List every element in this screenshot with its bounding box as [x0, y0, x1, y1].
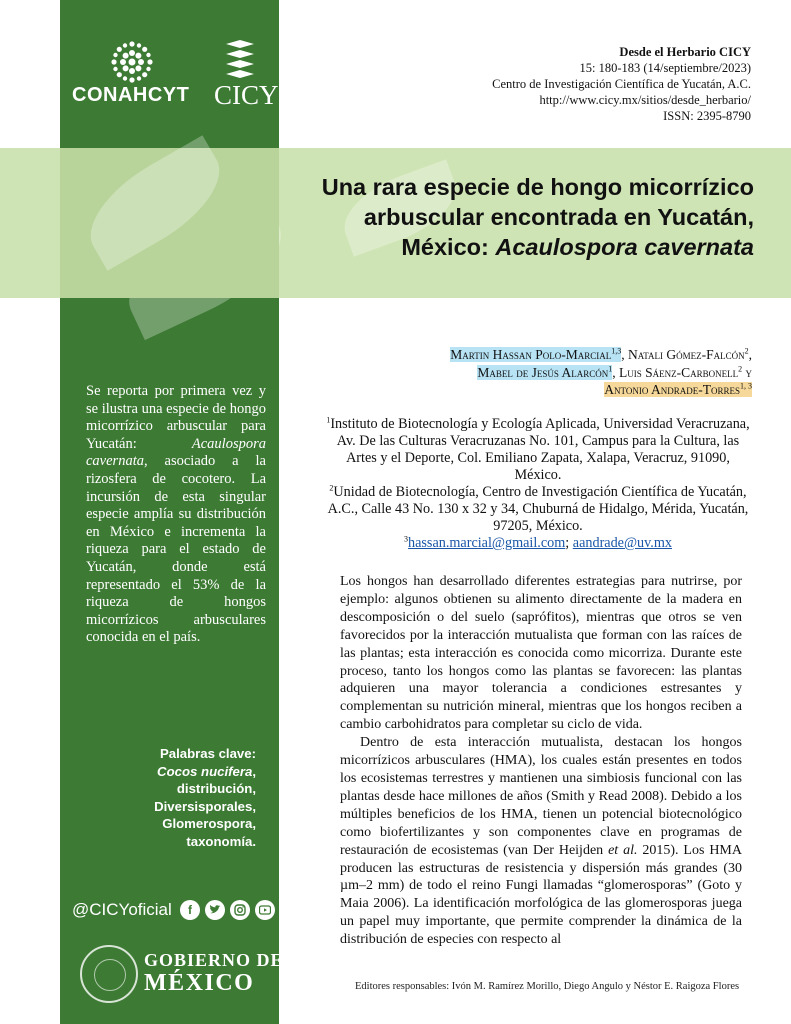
- facebook-icon[interactable]: f: [180, 900, 200, 920]
- author-5: Antonio Andrade-Torres$^{1, 3}$: [604, 381, 752, 397]
- title-species: Acaulospora cavernata: [495, 234, 754, 260]
- title-line-1: Una rara especie de hongo micorrízico: [321, 174, 754, 200]
- youtube-icon[interactable]: [255, 900, 275, 920]
- email-link-1[interactable]: hassan.marcial@gmail.com: [408, 535, 566, 551]
- journal-url[interactable]: http://www.cicy.mx/sitios/desde_herbario/: [539, 93, 751, 107]
- affiliation-1: $^1$Instituto de Biotecnología y Ecología Aplicada, Universidad Veracruzana, Av. De las Culturas Veracruzanas No. 101, Campus para la Cultura, las Artes y el Deporte, Col. Emiliano Zapata, Xalapa, Veracruz, 91090, México.: [326, 415, 750, 483]
- gobierno-line-2: MÉXICO: [144, 970, 255, 996]
- title-line-3-prefix: México:: [401, 234, 496, 260]
- affiliations: [324, 416, 752, 552]
- author-2: Natali Gómez-Falcón$^2$: [627, 346, 749, 362]
- keyword-5: taxonomía.: [186, 833, 256, 849]
- journal-institution: Centro de Investigación Científica de Yucatán, A.C.: [492, 77, 751, 91]
- keyword-2: distribución,: [176, 781, 256, 796]
- author-3: Mabel de Jesús Alarcón$^1$: [477, 364, 613, 380]
- body-paragraph-2: Dentro de esta interacción mutualista, destacan los hongos micorrízicos arbusculares (HMA), los cuales están presentes en todos los ecosistemas terrestres y mantienen una simbiosis funcional con las plantas desde hace millones de años (Smith y Read 2008). Debido a los múltiples beneficios de los HMA, tienen un potencial biotecnológico como biofertilizantes y son componentes clave en programas de restauración de ecosistemas (van Der Heijden et al. 2015). Los HMA producen las estructuras de resistencia y dispersión más grandes (30 µm–2 mm) de todo el reino Fungi llamadas “glomerosporas” (Goto y Maia 2006). La identificación morfológica de las glomerosporas juega un papel muy importante, que permite comprender la dinámica de la distribución de especies con respecto al: [340, 735, 742, 948]
- twitter-icon[interactable]: [205, 900, 225, 920]
- conahcyt-wordmark: CONAHCYT: [72, 84, 190, 106]
- journal-issn: ISSN: 2395-8790: [663, 109, 751, 123]
- keyword-1: Cocos nucifera,: [157, 763, 256, 779]
- abstract-species: Acaulospora cavernata: [86, 435, 266, 470]
- abstract: Se reporta por primera vez y se ilustra una especie de hongo micorrízico arbuscular para Yucatán: Acaulospora cavernata, asociado a la rizosfera de cocotero. La incursión de esta singular especie amplía su distribución en México e incrementa la riqueza para el estado de Yucatán, donde está representado el 53% de la riqueza de hongos micorrízicos arbusculares conocida en el país.: [86, 383, 266, 646]
- journal-info: [492, 44, 751, 124]
- title-line-2: arbuscular encontrada en Yucatán,: [363, 204, 754, 230]
- journal-issue: 15: 180-183 (14/septiembre/2023): [579, 61, 751, 75]
- article-title: [300, 172, 754, 262]
- keyword-3: Diversisporales,: [154, 798, 256, 814]
- author-4: Luis Sáenz-Carbonell$^2$: [619, 364, 743, 380]
- social-icons: [180, 900, 275, 920]
- leaf-decoration: [73, 135, 238, 271]
- author-1: Martin Hassan Polo-Marcial$^{1,3}$: [450, 346, 622, 362]
- keyword-4: Glomerospora,: [162, 816, 256, 831]
- cicy-wordmark: CICY: [214, 80, 279, 110]
- mexico-seal-icon: [80, 945, 138, 1003]
- author-list: Martin Hassan Polo-Marcial$^{1,3}$, Natali Gómez-Falcón$^2$, Mabel de Jesús Alarcón$^1$, Luis Sáenz-Carbonell$^2$ y Antonio Andrade-Torres$^{1, 3}$: [450, 346, 752, 397]
- cicy-logo-icon: [222, 38, 258, 82]
- gobierno-line-1: GOBIERNO DE: [144, 950, 284, 970]
- keywords: [86, 745, 256, 850]
- instagram-icon[interactable]: [230, 900, 250, 920]
- contact-emails: $^3$hassan.marcial@gmail.com; aandrade@uv.mx: [404, 534, 672, 551]
- editors-footer: Editores responsables: Ivón M. Ramírez Morillo, Diego Angulo y Néstor E. Raigoza Flores: [355, 981, 740, 992]
- keywords-heading: Palabras clave:: [159, 746, 256, 761]
- conahcyt-logo-icon: [110, 40, 154, 84]
- logo-area: [60, 0, 279, 148]
- social-handle[interactable]: @CICYoficial: [72, 900, 172, 919]
- article-body: [340, 573, 742, 949]
- journal-name: Desde el Herbario CICY: [619, 45, 751, 59]
- body-paragraph-1: Los hongos han desarrollado diferentes estrategias para nutrirse, por ejemplo: algunos obtienen su alimento directamente de la madera en descomposición o del suelo (saprófitos), mientras que otros se ven favorecidos por la interacción mutualista que forman con las raíces de las plantas; esta interacción es conocida como micorriza. Durante este proceso, tanto los hongos como las plantas se favorecen: las plantas adquieren una mayor tolerancia a condiciones estresantes y complementan su nutrición mineral, mientras que los hongos reciben a cambio carbohidratos para completar su ciclo de vida.: [340, 574, 742, 733]
- author-conjunction: y: [745, 364, 752, 380]
- affiliation-2: $^2$Unidad de Biotecnología, Centro de Investigación Científica de Yucatán, A.C., Calle 43 No. 130 x 32 y 34, Chuburná de Hidalgo, Mérida, Yucatán, 97205, México.: [327, 483, 749, 534]
- email-link-2[interactable]: aandrade@uv.mx: [572, 535, 672, 551]
- title-band-sidebar-section: [60, 148, 279, 298]
